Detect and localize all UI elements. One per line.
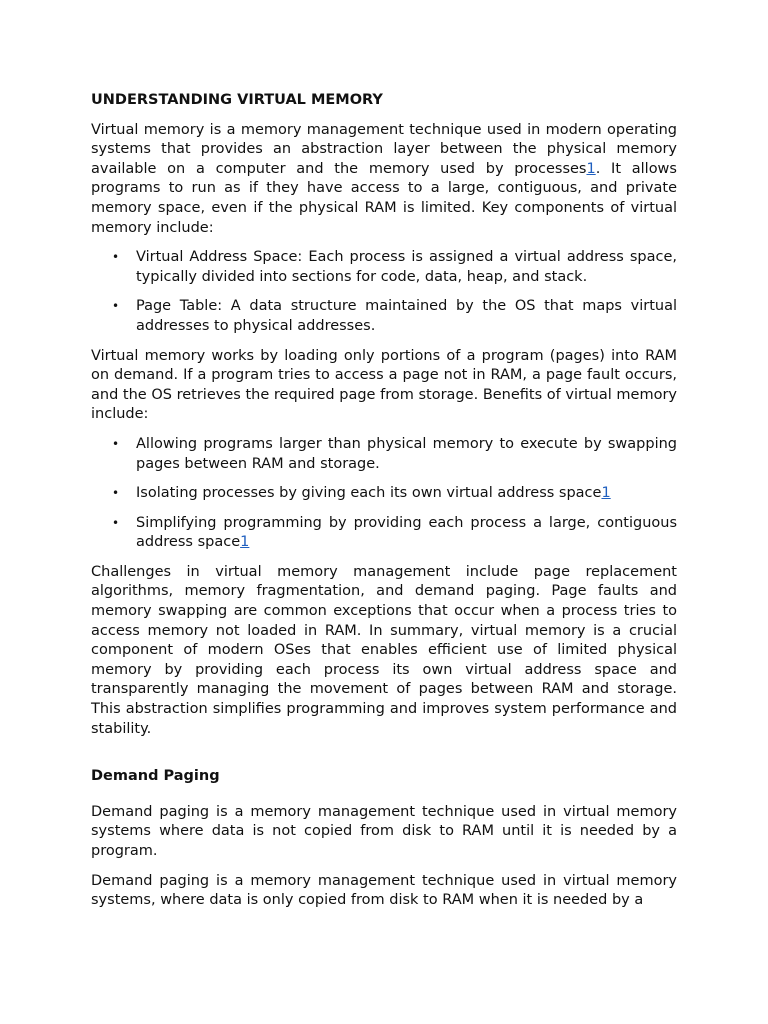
section-heading: Demand Paging: [91, 768, 220, 785]
intro-text: Virtual memory is a memory management technique used in modern operating systems that provides an abstraction layer between the physical memory available on a computer and the memory used by processes: [91, 121, 677, 177]
list-item-text: Simplifying programming by providing each process a large, contiguous address space: [136, 514, 677, 551]
footnote-link[interactable]: 1: [586, 160, 596, 177]
intro-text-continued: . It allows programs to run as if they have access to a large, contiguous, and private memory space, even if the physical RAM is limited. Key components of virtual memory include:: [91, 160, 677, 236]
list-item-text: Isolating processes by giving each its own virtual address space: [136, 485, 602, 502]
list-item-text: Allowing programs larger than physical memory to execute by swapping pages between RAM and storage.: [136, 435, 677, 472]
demand-paging-paragraph-1: Demand paging is a memory management technique used in virtual memory systems where data is not copied from disk to RAM until it is needed by a program.: [91, 803, 677, 859]
challenges-paragraph: Challenges in virtual memory management include page replacement algorithms, memory fragmentation, and demand paging. Page faults and memory swapping are common exceptions that occur when a process tries to access memory not loaded in RAM. In summary, virtual memory is a crucial component of modern OSes that enables efficient use of limited physical memory by providing each process its own virtual address space and transparently managing the movement of pages between RAM and storage. This abstraction simplifies programming and improves system performance and stability.: [91, 563, 677, 737]
list-item: • Virtual Address Space: Each process is assigned a virtual address space, typically divided into sections for code, data, heap, and stack.: [91, 248, 677, 287]
benefits-list: [91, 435, 677, 553]
document-body: [91, 91, 677, 921]
footnote-link[interactable]: 1: [240, 534, 250, 551]
list-item: [91, 484, 677, 504]
intro-paragraph: [91, 121, 677, 239]
works-paragraph: Virtual memory works by loading only portions of a program (pages) into RAM on demand. If a program tries to access a page not in RAM, a page fault occurs, and the OS retrieves the required page from storage. Benefits of virtual memory include:: [91, 347, 677, 423]
document-title: UNDERSTANDING VIRTUAL MEMORY: [91, 92, 383, 108]
footnote-link[interactable]: 1: [601, 485, 611, 502]
list-item: [91, 435, 677, 474]
list-item: • Page Table: A data structure maintained by the OS that maps virtual addresses to physical addresses.: [91, 297, 677, 336]
list-item: [91, 514, 677, 553]
components-list: [91, 248, 677, 336]
demand-paging-paragraph-2: Demand paging is a memory management technique used in virtual memory systems, where data is only copied from disk to RAM when it is needed by a: [91, 872, 677, 909]
